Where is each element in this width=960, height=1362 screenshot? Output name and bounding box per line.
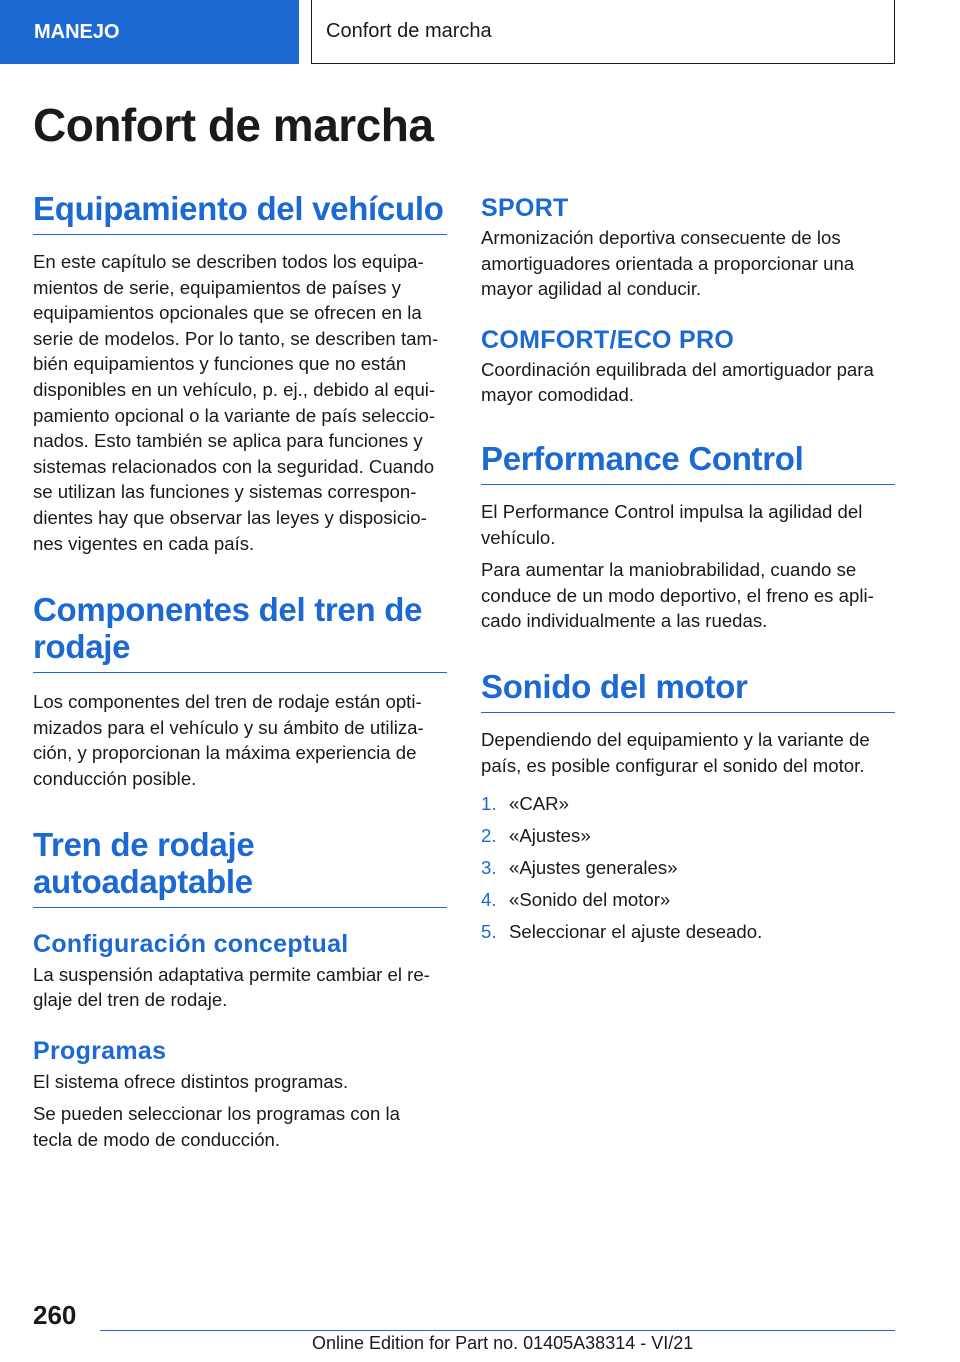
heading-programas: Programas [33,1036,167,1065]
text-line: cado individualmente a las ruedas. [481,610,768,632]
footer-divider [100,1330,895,1331]
section-tab [0,0,299,64]
text-line: Para aumentar la maniobrabilidad, cuando se [481,559,857,581]
heading-performance-control: Performance Control [481,440,895,485]
chapter-title: Confort de marcha [326,20,492,42]
text-line: Coordinación equilibrada del amortiguador para [481,358,874,380]
step-number: 4. [481,889,497,911]
edition-label: Online Edition for Part no. 01405A38314 - VI/21 [312,1333,694,1353]
list-item [481,820,895,852]
paragraph-performance-1 [481,499,895,550]
text-line: se utilizan las funciones y sistemas correspon- [33,481,417,503]
text-line: sistemas relacionados con la seguridad. Cuando [33,455,435,477]
step-text: «CAR» [509,793,569,815]
section-tab-label: MANEJO [34,20,120,43]
text-line: Dependiendo del equipamiento y la variante de [481,728,870,750]
paragraph-sonido [481,727,895,778]
text-line: mayor comodidad. [481,384,634,406]
step-text: «Ajustes generales» [509,857,678,879]
text-line: nes vigentes en cada país. [33,532,255,554]
text-line: glaje del tren de rodaje. [33,989,228,1011]
step-text: Seleccionar el ajuste deseado. [509,921,763,943]
chapter-header [311,0,895,64]
paragraph-performance-2 [481,557,895,634]
heading-componentes [33,591,447,673]
heading-comfort-eco-pro: COMFORT/ECO PRO [481,325,735,354]
text-line: vehículo. [481,526,556,548]
text-line: mizados para el vehículo y su ámbito de utiliza- [33,716,424,738]
text-line: amortiguadores orientada a proporcionar una [481,252,855,274]
step-number: 3. [481,857,497,879]
text-line: pamiento opcional o la variante de país seleccio- [33,404,436,426]
left-column [33,190,447,1152]
heading-tren-autoadaptable [33,826,447,908]
heading-line: Componentes del tren de [33,591,423,629]
heading-line: autoadaptable [33,862,253,900]
paragraph-programas-2 [33,1101,447,1152]
text-line: En este capítulo se describen todos los equipa- [33,251,424,272]
text-line: mayor agilidad al conducir. [481,278,702,300]
text-line: serie de modelos. Por lo tanto, se describen tam- [33,327,439,349]
step-number: 5. [481,921,497,943]
text-line: bién equipamientos y funciones que no están [33,353,407,375]
paragraph-comfort [481,357,895,408]
step-text: «Sonido del motor» [509,889,671,911]
right-column [481,192,895,948]
steps-list [481,788,895,948]
text-line: país, es posible configurar el sonido del motor. [481,754,865,776]
page-title: Confort de marcha [33,99,434,151]
text-line: Armonización deportiva consecuente de los [481,227,841,248]
text-line: El Performance Control impulsa la agilidad del [481,500,863,522]
step-text: «Ajustes» [509,825,591,847]
text-line: Los componentes del tren de rodaje están opti- [33,691,422,713]
paragraph-sport [481,225,895,302]
paragraph-equipamiento [33,249,447,556]
heading-sport: SPORT [481,194,569,222]
text-line: disponibles en un vehículo, p. ej., debido al equi- [33,378,436,400]
heading-configuracion: Configuración conceptual [33,929,349,958]
list-item [481,852,895,884]
heading-equipamiento: Equipamiento del vehículo [33,190,447,235]
list-item [481,916,895,948]
heading-line: Tren de rodaje [33,825,255,863]
step-number: 2. [481,825,497,847]
text-line: tecla de modo de conducción. [33,1128,281,1150]
paragraph-componentes [33,689,447,791]
text-line: ción, y proporcionan la máxima experiencia de [33,742,417,764]
text-line: equipamientos opcionales que se ofrecen en la [33,302,422,324]
heading-line: rodaje [33,628,131,666]
text-line: dientes hay que observar las leyes y disposicio- [33,506,427,528]
text-line: mientos de serie, equipamientos de países y [33,276,401,298]
text-line: conducción posible. [33,767,197,789]
text-line: nados. Esto también se aplica para funciones y [33,430,423,452]
text-line: Se pueden seleccionar los programas con la [33,1103,400,1125]
text-line: conduce de un modo deportivo, el freno es apli- [481,584,874,606]
text-line: La suspensión adaptativa permite cambiar el re- [33,963,430,985]
step-number: 1. [481,793,497,815]
heading-sonido-motor: Sonido del motor [481,668,895,713]
page-number: 260 [33,1300,77,1330]
list-item [481,788,895,820]
paragraph-programas-1: El sistema ofrece distintos programas. [33,1070,349,1092]
list-item [481,884,895,916]
paragraph-configuracion [33,962,447,1013]
